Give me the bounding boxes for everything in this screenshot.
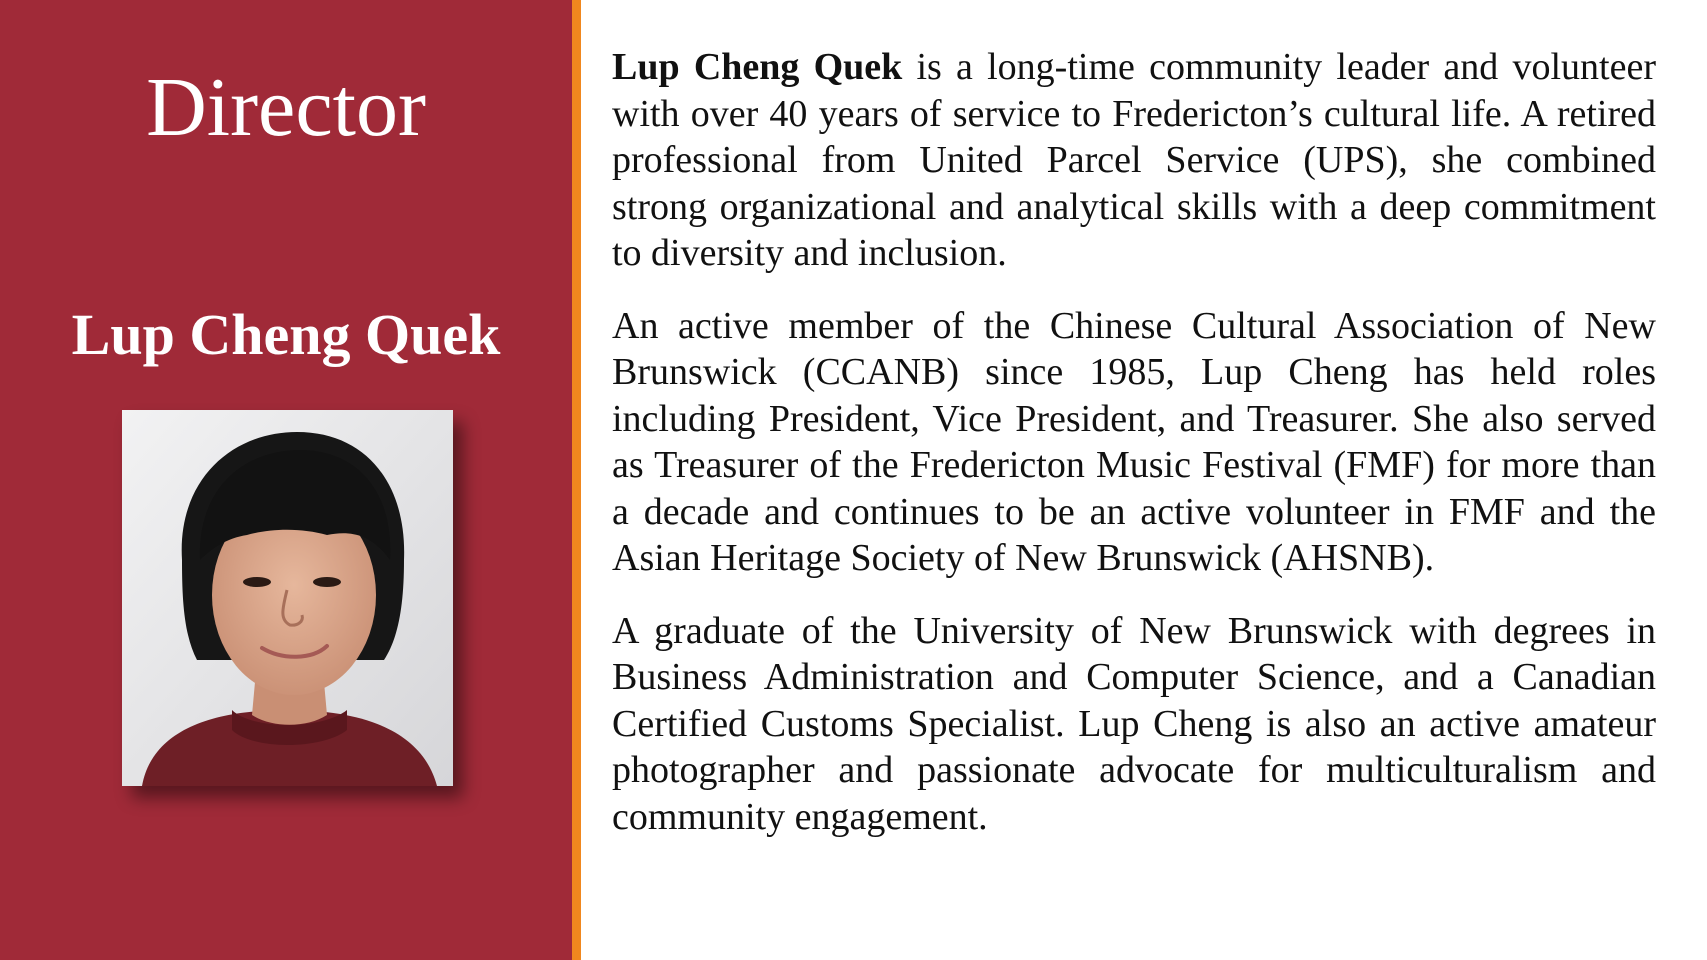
bio-name: Lup Cheng Quek — [612, 46, 903, 88]
bio-paragraph-1 — [612, 44, 1656, 277]
left-panel — [0, 0, 572, 960]
role-title: Director — [146, 61, 426, 154]
bio-paragraph-2: An active member of the Chinese Cultural Association of New Brunswick (CCANB) since 1985, Lup Cheng has held roles including President, Vice President, and Treasurer. She also served as Treasurer of the Fredericton Music Festival (FMF) for more than a decade and continues to be an active volunteer in FMF and the Asian Heritage Society of New Brunswick (AHSNB). — [612, 304, 1656, 579]
portrait-photo — [122, 410, 453, 786]
bio-text — [612, 44, 1656, 866]
bio-paragraph-1-text: is a long-time community leader and volunteer with over 40 years of service to Fredericton’s cultural life. A retired professional from United Parcel Service (UPS), she combined strong organizational and analytical skills with a deep commitment to diversity and inclusion. — [612, 46, 1656, 274]
accent-bar — [572, 0, 581, 960]
portrait-icon — [122, 410, 453, 786]
person-name: Lup Cheng Quek — [71, 302, 501, 367]
bio-paragraph-3: A graduate of the University of New Brunswick with degrees in Business Administration and Computer Science, and a Canadian Certified Customs Specialist. Lup Cheng is also an active amateur photographer and passionate advocate for multiculturalism and community engagement. — [612, 609, 1656, 838]
